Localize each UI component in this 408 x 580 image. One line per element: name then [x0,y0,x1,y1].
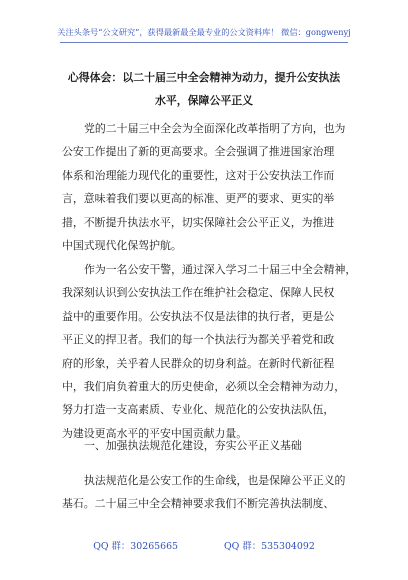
paragraph-line: 执法规范化是公安工作的生命线，也是保障公平正义的 [84,474,346,487]
paragraph-line: 平正义的捍卫者。我们的每一个执法行为都关乎着党和政 [62,333,335,347]
paragraph-line: 作为一名公安干警，通过深入学习二十届三中全会精神， [84,263,357,276]
paragraph-line: 体系和治理能力现代化的重要性，这对于公安执法工作而 [62,168,335,182]
paragraph-line: 公安工作提出了新的更高要求。全会强调了推进国家治理 [62,145,335,159]
footer-qq-group-1: QQ 群：30265665 [93,541,179,552]
paragraph-line: 言，意味着我们要以更高的标准、更严的要求、更实的举 [62,192,335,206]
paragraph-line: 府的形象，关乎着人民群众的切身利益。在新时代新征程 [62,356,335,370]
document-title [40,66,368,113]
paragraph-line: 措，不断提升执法水平，切实保障社会公平正义，为推进 [62,215,335,229]
footer-qq-group-2: QQ 群：535304092 [224,541,315,552]
paragraph-line: 我深刻认识到公安执法工作在维护社会稳定、保障人民权 [62,286,335,300]
footer-contacts [0,538,408,552]
paragraph-line: 为建设更高水平的平安中国贡献力量。 [62,426,248,440]
header-notice: 关注头条号“公文研究”，获得最新最全最专业的公文资料库！ 微信：gongwenyj [57,27,351,37]
title-line-2: 水平，保障公平正义 [154,94,254,108]
paragraph-line: 基石。二十届三中全会精神要求我们不断完善执法制度、 [62,497,335,511]
paragraph-1 [62,117,352,257]
paragraph-line: 努力打造一支高素质、专业化、规范化的公安执法队伍， [62,403,335,417]
paragraph-line: 中，我们肩负着重大的历史使命，必须以全会精神为动力， [62,379,346,393]
title-line-1: 心得体会：以二十届三中全会精神为动力，提升公安执法 [67,71,341,84]
section-heading-text: 一、加强执法规范化建设，夯实公平正义基础 [84,439,302,452]
paragraph-2 [62,258,357,445]
header-divider [60,42,348,43]
paragraph-line: 益中的重要作用。公安执法不仅是法律的执行者，更是公 [62,309,335,323]
paragraph-line: 党的二十届三中全会为全面深化改革指明了方向，也为 [84,122,346,135]
paragraph-4 [62,469,352,516]
paragraph-line: 中国式现代化保驾护航。 [62,238,182,252]
section-heading-1 [62,434,352,457]
